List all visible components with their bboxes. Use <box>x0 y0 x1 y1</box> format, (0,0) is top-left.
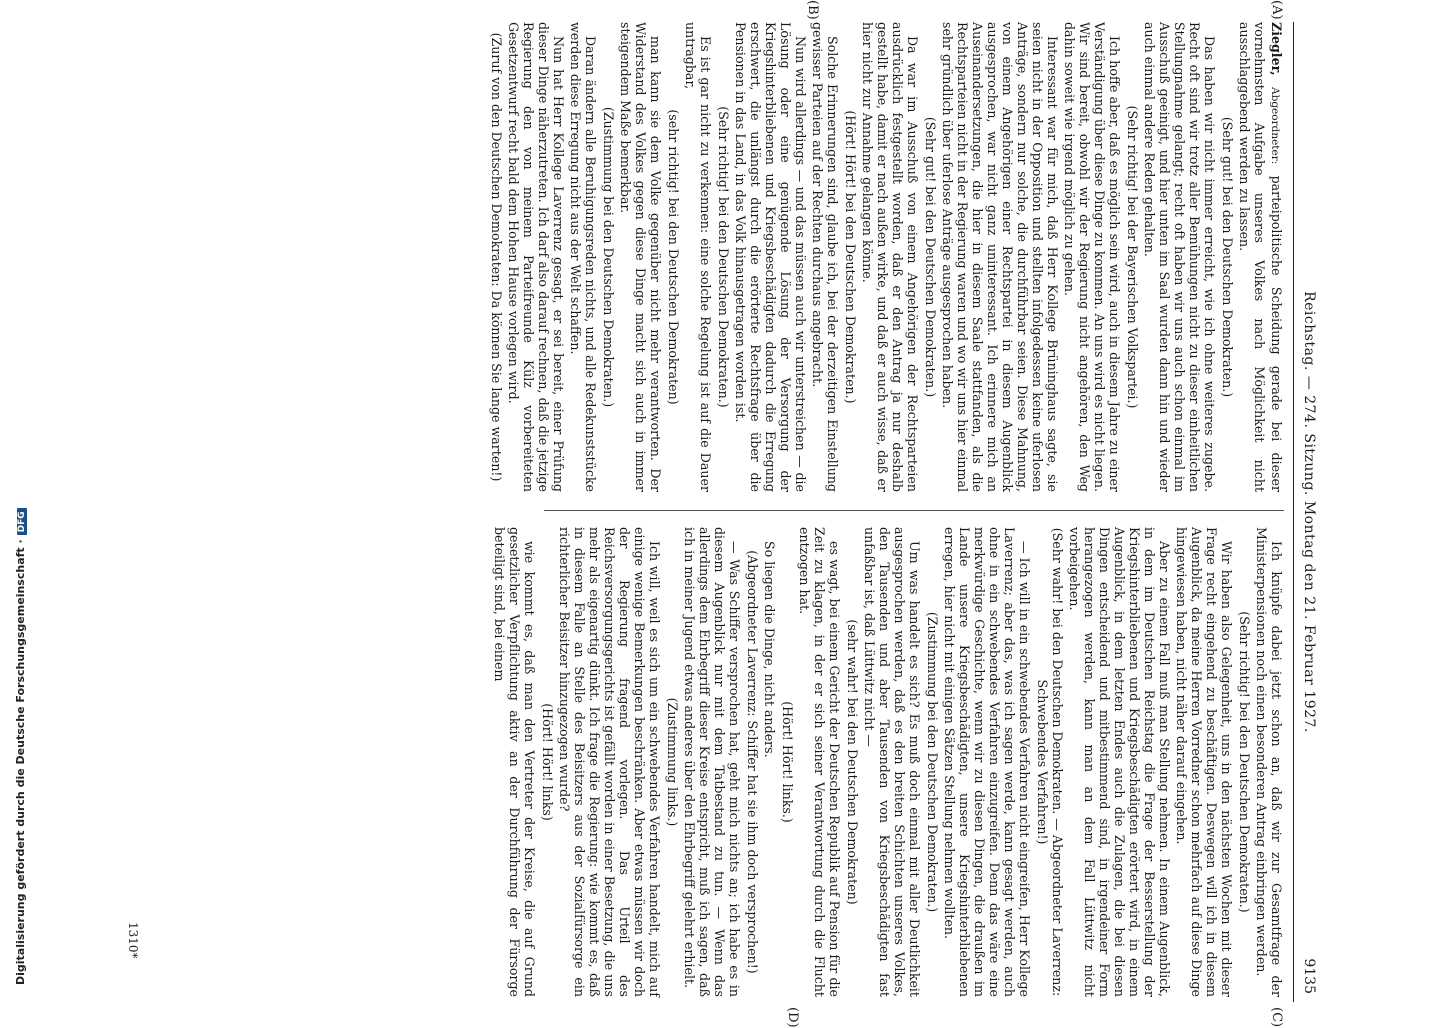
paragraph <box>1237 22 1284 492</box>
interjection: (Sehr gut! bei den Deutschen Demokraten.) <box>1220 116 1235 398</box>
paragraph <box>557 527 662 997</box>
paragraph-text: es wagt, bei einem Gericht der Deutschen Republik auf Pension für die Zeit zu klagen, in der er sich seiner Verantwortung durch die Flucht entzogen hat. <box>797 527 842 997</box>
paragraph-text: Aber zu einem Fall muß man Stellung nehmen. In einem Augenblick, in dem im Deutschen Reichstag die Frage der Besserstellung der Kriegshinterbliebenen und Kriegsbeschädigten erörtert wird, in einem Augenblick, in dem letzten Endes auch die Zulagen, die bei diesen Dingen entscheidend und mitbestimmend sind, in irgendeiner Form herangezogen werden, kann man an dem Fall Lüttwitz nicht vorbeigehen. <box>1067 527 1172 997</box>
paragraph <box>810 22 840 492</box>
paragraph-text: man kann sie dem Volke gegenüber nicht mehr verantworten. Der Widerstand des Volkes gegen diese Dinge macht sich auch in immer steigendem Maße bemerkbar. <box>618 22 663 492</box>
paragraph-text: Nun hat Herr Kollege Laverrenz gesagt, er sei bereit, einer Prüfung dieser Dinge näherzutreten. Ich darf also darauf rechnen, daß die jetzige Regierung den von meinem Parteifreunde Külz vorbereiteten Gesetzentwurf recht bald dem Hohen Hause vorlegen wird. <box>506 22 566 492</box>
paragraph-text: Ich knüpfe dabei jetzt schon an, daß wir zur Gesamtfrage der Ministerpensionen noch einen besonderen Antrag einbringen werden. <box>1254 527 1284 997</box>
paragraph <box>797 527 842 997</box>
interjection: (Hört! Hört! bei den Deutschen Demokraten.) <box>843 110 858 404</box>
paragraph-text: Ich hoffe aber, daß es möglich sein wird, auch in diesem Jahre zu einer Verständigung über diese Dinge zu kommen. An uns wird es nicht liegen. Wir sind bereit, obwohl wir der Regierung nicht angehören, den Weg dahin soweit wie irgend möglich zu gehen. <box>1062 22 1122 492</box>
funding-note <box>14 508 27 985</box>
left-column <box>486 22 1284 492</box>
page-header <box>1293 22 1320 1002</box>
paragraph <box>733 22 808 492</box>
interjection: (Zuruf von den Deutschen Demokraten: Da können Sie lange warten!) <box>489 32 504 482</box>
paragraph-text: parteipolitische Scheidung gerade bei dieser vornehmsten Aufgabe unseres Volkes nach Möglichkeit nicht ausschlaggebend werden zu lassen. <box>1237 22 1284 492</box>
paragraph-text: — Ich will in ein schwebendes Verfahren nicht eingreifen, Herr Kollege Laverrenz; aber das, was ich sagen werde, kann gesagt werden, auch ohne in ein schwebendes Verfahren einzugreifen. Denn das wäre eine merkwürdige Geschichte, wenn wir zu diesen Dingen, die draußen im Lande unsere Kriegsbeschädigten, unsere Kriegshinterbliebenen erregen, hier nicht mit einigen Sätzen Stellung nehmen wollten. <box>942 527 1032 997</box>
paragraph-text: Um was handelt es sich? Es muß doch einmal mit aller Deutlichkeit ausgesprochen werden, daß es den breiten Schichten unseres Volkes, den Tausenden und aber Tausenden von Kriegsbeschädigten fast unfaßbar ist, daß Lüttwitz nicht — <box>862 527 922 997</box>
paragraph <box>1174 527 1234 997</box>
paragraph <box>506 22 566 492</box>
margin-marker-d: (D) <box>785 1007 800 1028</box>
interjection: (Zustimmung bei den Deutschen Demokraten.) <box>601 106 616 408</box>
column-divider <box>544 510 1284 511</box>
interjection: (Sehr wahr! bei den Deutschen Demokraten. — Abgeordneter Laverrenz: Schwebendes Verfahren!) <box>1035 527 1065 997</box>
speaker-role: Abgeordneter: <box>1269 87 1281 165</box>
right-column <box>490 527 1284 997</box>
paragraph <box>618 22 663 492</box>
interjection: (sehr wahr! bei den Deutschen Demokraten) <box>845 619 860 905</box>
interjection: (Sehr gut! bei den Deutschen Demokraten.) <box>923 116 938 398</box>
interjection: (Zustimmung links.) <box>665 697 680 827</box>
paragraph <box>1254 527 1284 997</box>
paragraph-text: wie kommt es, daß man den Vertreter der Kreise, die auf Grund gesetzlicher Verpflichtung aktiv an der Durchführung der Fürsorge beteiligt sind, bei einem <box>492 527 537 997</box>
paragraph <box>568 22 598 492</box>
paragraph-text: Ich will, weil es sich um ein schwebendes Verfahren handelt, mich auf einige wenige Bemerkungen beschränken. Aber etwas müssen wir doch der Regierung fragend vorlegen. Das Urteil des Reichsversorgungsgerichts ist gefällt worden in einer Besetzung, die uns mehr als eigenartig dünkt. Ich frage die Regierung: wie kommt es, daß in diesem Falle an Stelle des Beisitzers aus der Sozialfürsorge ein richterlicher Beisitzer hinzugezogen wurde? <box>557 527 662 997</box>
interjection: (Sehr richtig! bei der Bayerischen Volkspartei.) <box>1125 105 1140 409</box>
page-title: Reichstag. — 274. Sitzung. Montag den 21. Februar 1927. <box>1301 291 1317 733</box>
paragraph <box>682 527 742 997</box>
paragraph-text: Solche Erinnerungen sind, glaube ich, bei der derzeitigen Einstellung gewisser Parteien auf der Rechten durchaus angebracht. <box>810 22 840 492</box>
interjection: (Abgeordneter Laverrenz: Schiffer hat sie ihm doch versprochen!) <box>745 550 760 974</box>
paragraph-text: — Was Schiffer versprochen hat, geht mich nichts an; ich habe es in diesem Augenblick nur mit dem Tatbestand zu tun. — Wenn das allerdings dem Ehrbegriff dieser Kreise entspricht, muß ich sagen, daß ich in meiner Jugend etwas anderes über den Ehrbegriff gelehrt erhielt. <box>682 527 742 997</box>
interjection: (Hört! Hört! links.) <box>780 701 795 823</box>
paragraph <box>683 22 713 492</box>
speaker-name: Ziegler, <box>1269 22 1284 76</box>
paragraph <box>860 22 920 492</box>
margin-marker-b: (B) <box>805 0 820 20</box>
interjection: (sehr richtig! bei den Deutschen Demokraten) <box>666 109 681 405</box>
paragraph <box>862 527 922 997</box>
interjection: (Hört! Hört! links) <box>540 703 555 821</box>
paragraph-text: Interessant war für mich, daß Herr Kollege Brüninghaus sagte, sie seien nicht in der Opposition und stellten infolgedessen keine uferlosen Anträge, sondern nur solche, die durchführbar seien. Diese Mahnung, von einem Angehörigen einer Rechtspartei in diesem Augenblick ausgesprochen, war nicht ganz uninteressant. Ich erinnere mich an Auseinandersetzungen, die hier in diesem Saale stattfanden, als die Rechtsparteien nicht in der Regierung waren und wo wir uns hier einmal sehr gründlich über uferlose Anträge ausgesprochen haben. <box>940 22 1060 492</box>
paragraph-text: Es ist gar nicht zu verkennen: eine solche Regelung ist auf die Dauer untragbar, <box>683 22 713 492</box>
signature-mark: 1310* <box>126 922 140 959</box>
footer-strip <box>0 0 27 1000</box>
margin-marker-a: (A) <box>1269 0 1284 20</box>
page-number: 9135 <box>1301 958 1317 994</box>
interjection: (Sehr richtig! bei den Deutschen Demokraten.) <box>716 106 731 408</box>
paragraph <box>492 527 537 997</box>
paragraph <box>1067 527 1172 997</box>
paragraph <box>762 527 777 997</box>
document-page <box>120 0 1320 1028</box>
paragraph <box>1062 22 1122 492</box>
paragraph <box>942 527 1032 997</box>
funding-text: Digitalisierung gefördert durch die Deutsche Forschungsgemeinschaft · <box>14 539 27 985</box>
paragraph-text: Wir haben also Gelegenheit, uns in den nächsten Wochen mit dieser Frage recht eingehend zu beschäftigen. Deswegen will ich in diesem Augenblick, da meine Herren Vorredner schon mehrfach auf diese Dinge hingewiesen haben, nicht näher darauf eingehen. <box>1174 527 1234 997</box>
paragraph-text: So liegen die Dinge, nicht anders. <box>762 541 777 758</box>
paragraph-text: Das haben wir nicht immer erreicht, wie ich ohne weiteres zugebe. Recht oft sind wir trotz aller Bemühungen nicht zu dieser einheitlichen Stellungnahme gelangt; recht oft haben wir uns auch schon einmal im Ausschuß geeinigt, und hier unten im Saal wurden dann hin und wieder auch einmal andere Reden gehalten. <box>1142 22 1217 492</box>
paragraph <box>940 22 1060 492</box>
paragraph <box>1142 22 1217 492</box>
interjection: (Sehr richtig! bei den Deutschen Demokraten.) <box>1237 611 1252 913</box>
paragraph-text: Daran ändern alle Beruhigungsreden nichts, und alle Redekunststücke werden diese Erregung nicht aus der Welt schaffen. <box>568 22 598 492</box>
interjection: (Zustimmung bei den Deutschen Demokraten.) <box>925 611 940 913</box>
paragraph-text: Da war im Ausschuß von einem Angehörigen der Rechtsparteien ausdrücklich festgestellt worden, daß er den Antrag ja nur deshalb gestellt habe, damit er nach außen wirke, und daß er auch wisse, daß er hier nicht zur Annahme gelangen könne. <box>860 22 920 492</box>
paragraph-text: Nun wird allerdings — und das müssen auch wir unterstreichen — die Lösung oder eine genügende Lösung der Versorgung der Kriegshinterbliebenen und Kriegsbeschädigten dadurch die Erregung erschwert, die unlängst durch die erörterte Rechtsfrage über die Pensionen in das Land, in das Volk hinausgetragen worden ist. <box>733 22 808 492</box>
margin-marker-c: (C) <box>1269 1007 1284 1028</box>
dfg-logo: DFG <box>17 508 27 535</box>
